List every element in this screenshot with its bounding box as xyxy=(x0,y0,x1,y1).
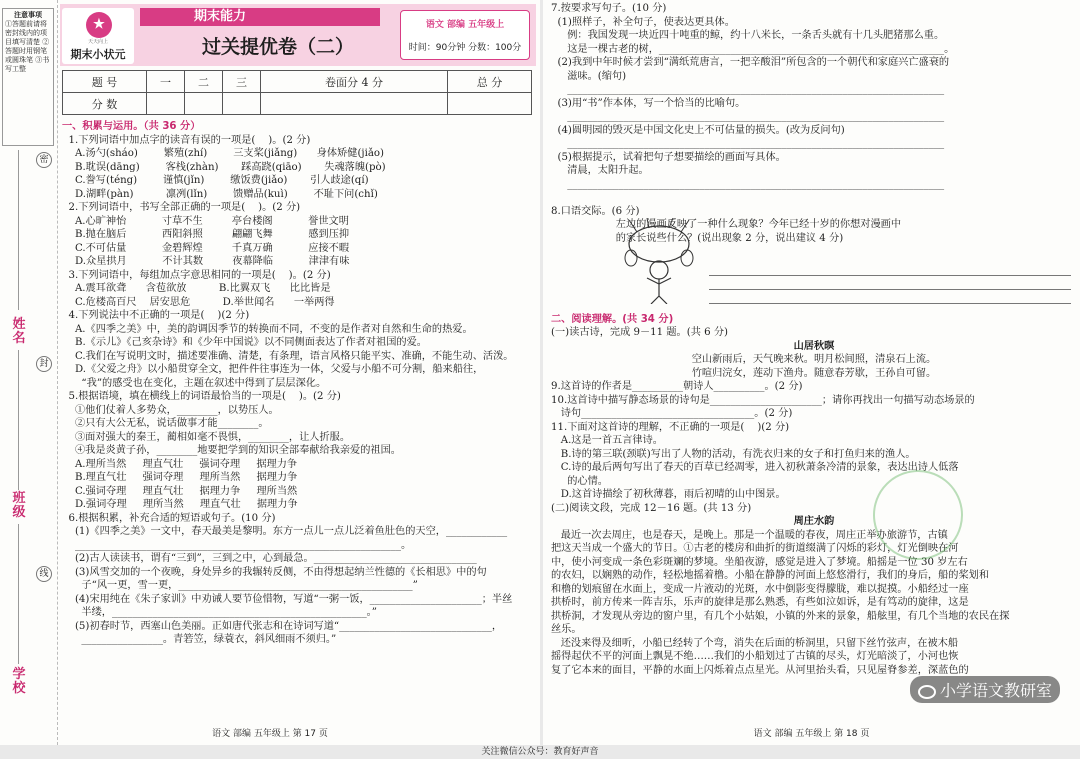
text-line: 的心情。 xyxy=(551,475,608,487)
bottom-caption: 关注微信公众号：教育好声音 xyxy=(481,747,599,757)
text-line: B.《示儿》《己亥杂诗》和《少年中国说》以不同侧面表达了作者对祖国的爱。 xyxy=(62,337,427,348)
text-line: ④我是炎黄子孙，________地要把学到的知识全部奉献给我亲爱的祖国。 xyxy=(62,445,401,456)
score-cell: 一 xyxy=(146,71,184,93)
cartoon-illustration xyxy=(619,218,697,304)
text-line: 和橹的划痕留在水面上，变成一片液动的光斑，水中倒影变得朦胧，难以捉摸。小船经过一座 xyxy=(551,583,969,595)
answer-line[interactable] xyxy=(709,290,1071,304)
exam-time-score: 时间：90分钟 分数：100分 xyxy=(408,43,522,53)
watermark-text: 小学语文教研室 xyxy=(939,681,1052,700)
text-line: ①他们仗着人多势众，________，以势压人。 xyxy=(62,404,279,416)
wechat-icon xyxy=(918,685,936,699)
text-line: (4)圆明园的毁灭是中国文化史上不可估量的损失。(改为反问句) xyxy=(551,124,845,136)
text-line: B.诗的第三联(颈联)写出了人物的活动，有洗衣归来的女子和打鱼归来的渔人。 xyxy=(551,448,916,460)
text-line: D.这首诗描绘了初秋薄暮，雨后初晴的山中图景。 xyxy=(551,489,786,500)
text-line: ________________________________________________________________。 xyxy=(62,539,412,551)
text-line: A.心旷神怡 寸草不生 亭台楼阁 誉世文明 xyxy=(62,215,349,227)
text-line: D.《父爱之舟》以小船贯穿全文，把件件往事连为一体，父爱与小船不可分割，船来船往， xyxy=(62,364,484,375)
gutter-line xyxy=(18,350,19,490)
text-line: 复了它本来的面目，平静的水面上闪烁着点点星光。从河里抬头看，只见屋脊参差，深蓝色的 xyxy=(551,664,969,676)
score-cell: 总 分 xyxy=(447,71,531,93)
exam-subject: 语文 部编 五年级上 xyxy=(425,20,505,30)
class-label: 班级 xyxy=(12,491,26,520)
logo-small-text: 天天向上 xyxy=(87,39,108,45)
school-label: 学校 xyxy=(12,667,26,696)
text-line: 6.根据积累，补充合适的短语或句子。(10 分) xyxy=(62,512,276,524)
logo-icon: ★ xyxy=(86,12,112,38)
text-line: ________________。青箬笠，绿蓑衣，斜风细雨不须归。” xyxy=(62,634,337,645)
score-input[interactable] xyxy=(146,93,184,115)
text-line: 清晨，太阳升起。 xyxy=(551,165,649,176)
notes-title: 注意事项 xyxy=(14,11,42,19)
text-line: A.震耳欲聋 含苞欲放 B.比翼双飞 比比皆是 xyxy=(62,283,331,294)
text-line: 10.这首诗中描写静态场景的诗句是______________________；请你再找出一句描写动态场景的 xyxy=(551,394,975,406)
text-line: 把这天当成一个盛大的节日。①古老的楼房和曲折的街道缀满了闪烁的彩灯，灯光倒映在河 xyxy=(551,543,959,554)
text-line: 竹喧归浣女，莲动下渔舟。随意春芳歇，王孙自可留。 xyxy=(691,367,937,379)
text-line: “我”的感受也在变化，主题在叙述中得到了层层深化。 xyxy=(62,377,327,389)
score-cell: 分 数 xyxy=(63,93,147,115)
oral-answer-lines[interactable] xyxy=(709,262,1071,304)
page-footer: 语文 部编 五年级上 第 17 页 xyxy=(212,729,328,739)
text-line: C.我们在写说明文时，描述要准确、清楚，有条理，语言风格只能平实、准确，不能生动、活泼。 xyxy=(62,350,514,362)
notes-box xyxy=(2,8,54,146)
text-line: 2.下列词语中，书写全部正确的一项是( )。(2 分) xyxy=(62,202,301,213)
text-line: 诗句__________________________________。(2 分) xyxy=(551,408,793,419)
text-line: 3.下列词语中，每组加点字意思相同的一项是( )。(2 分) xyxy=(62,269,331,281)
text-line: 拱桥洞，才发现从旁边的窗户里，有几个小姑娘，小镇的外来的景象，船舷里，有几个当地的农民在探 xyxy=(551,610,1010,622)
text-line: 一、积累与运用。（共 36 分） xyxy=(62,121,201,132)
text-line: (4)宋用纯在《朱子家训》中劝诫人要节俭惜物，写道“一粥一饭，______________________；半丝 xyxy=(62,593,513,605)
text-line: (5)根据提示，试着把句子想要描绘的画面写具体。 xyxy=(551,151,786,163)
text-line: B.理直气壮 强词夺理 理所当然 据理力争 xyxy=(62,472,298,483)
text-line: 例：我国发现一块近四十吨重的鲸，约十八米长，一条舌头就有十几头肥猪那么重。 xyxy=(551,30,945,41)
text-line: 4.下列说法中不正确的一项是( )(2 分) xyxy=(62,310,250,321)
score-cell: 题 号 xyxy=(63,71,147,93)
text-line: (二)阅读文段，完成 12－16 题。(共 13 分) xyxy=(551,502,752,514)
exam-header xyxy=(60,4,536,66)
answer-line[interactable] xyxy=(709,276,1071,290)
text-line: C.不可估量 金碧辉煌 千真万确 应接不暇 xyxy=(62,242,350,254)
score-input[interactable] xyxy=(223,93,261,115)
text-line: 的家长说些什么？(说出现象 2 分，说出建议 4 分) xyxy=(551,232,844,244)
text-line: 滋味。(缩句) xyxy=(551,70,627,82)
text-line: 11.下面对这首诗的理解，不正确的一项是( )(2 分) xyxy=(551,421,790,433)
text-line: (2)我到中年时候才尝到“满纸荒唐言，一把辛酸泪”所包含的一个朝代和家庭兴亡盛衰的 xyxy=(551,57,950,68)
text-line: 的农妇，以娴熟的动作，轻松地摇着橹。小船在静静的河面上悠悠滑行，我们的身后，船的桨划和 xyxy=(551,570,990,581)
text-line: 子“风一更，雪一更，______________________________________________” xyxy=(62,580,418,591)
text-line: 半缕，__________________________________________________。” xyxy=(62,607,377,618)
left-questions xyxy=(62,120,536,647)
score-cell: 二 xyxy=(184,71,222,93)
name-label: 姓名 xyxy=(12,317,26,346)
gutter-line xyxy=(18,524,19,664)
seal-feng: 封 xyxy=(36,356,52,372)
text-line: (1)照样子，补全句子，使表达更具体。 xyxy=(551,16,735,28)
text-line: D.湖畔(pàn) 凛冽(lǐn) 馈赠品(kuì) 不耻下问(chǐ) xyxy=(62,188,378,200)
text-line: A.理所当然 理直气壮 强词夺理 据理力争 xyxy=(62,458,298,470)
text-line: (2)古人读读书，谓有“三到”，三到之中，心到最急。________________________________ xyxy=(62,553,477,564)
answer-line[interactable] xyxy=(709,262,1071,276)
header-banner: 期末能力 xyxy=(140,8,380,26)
text-line: __________________________________________________________________________ xyxy=(551,111,945,122)
notes-text: ①答题前请将密封线内的项目填写清楚 ②答题时用钢笔或圆珠笔 ③书写工整 xyxy=(5,20,50,73)
score-value-row xyxy=(63,93,532,115)
text-line: 1.下列词语中加点字的读音有误的一项是( )。(2 分) xyxy=(62,134,311,146)
text-line: ③面对强大的秦王，蔺相如毫不畏惧，________，让人折服。 xyxy=(62,431,351,443)
text-line: 8.口语交际。(6 分) xyxy=(551,205,640,217)
score-input[interactable] xyxy=(447,93,531,115)
text-line: 这是一棵古老的树，________________________________________________________。 xyxy=(551,43,955,55)
seal-xian: 线 xyxy=(36,566,52,582)
text-line xyxy=(551,191,1077,205)
text-line: C.危楼高百尺 居安思危 D.举世闻名 一举两得 xyxy=(62,296,335,308)
text-line: D.强词夺理 理所当然 理直气壮 据理力争 xyxy=(62,499,298,510)
exam-info xyxy=(400,10,530,60)
text-line: (5)初春时节，西塞山色美丽。正如唐代张志和在诗词写道“______________________________， xyxy=(62,620,503,632)
text-line: A.汤勺(sháo) 繁殖(zhí) 三支桨(jiǎng) 身体矫健(jiǎo) xyxy=(62,148,385,159)
text-line: 二、阅读理解。(共 34 分) xyxy=(551,313,674,325)
wechat-watermark xyxy=(910,676,1060,703)
text-line: (1)《四季之美》一文中，春天最美是黎明。东方一点儿一点儿泛着鱼肚色的天空，____________ xyxy=(62,526,508,537)
text-line: (3)用“书”作本体，写一个恰当的比喻句。 xyxy=(551,97,746,109)
binding-gutter xyxy=(0,0,58,745)
right-page xyxy=(543,0,1080,745)
text-line: A.《四季之美》中，美的韵调因季节的转换而不同，不变的是作者对自然和生命的热爱。 xyxy=(62,323,473,335)
exam-title: 过关提优卷（二） xyxy=(202,36,355,58)
text-line: A.这是一首五言律诗。 xyxy=(551,435,663,446)
score-cell: 三 xyxy=(223,71,261,93)
score-input[interactable] xyxy=(261,93,448,115)
text-line: C.诗的最后两句写出了春天的百草已经凋零，进入初秋萧条冷清的景象，表达出诗人低落 xyxy=(551,462,959,473)
score-input[interactable] xyxy=(184,93,222,115)
text-line: B.耽误(dāng) 客栈(zhàn) 踩高跷(qiāo) 失魂落魄(pò) xyxy=(62,161,386,173)
text-line: 7.按要求写句子。(10 分) xyxy=(551,3,667,14)
text-line: (3)风雪交加的一个夜晚，身处异乡的我辗转反侧，不由得想起纳兰性德的《长相思》中的句 xyxy=(62,566,487,578)
text-line: ②只有大公无私，说话做事才能________。 xyxy=(62,418,269,429)
text-line: __________________________________________________________________________ xyxy=(551,138,945,149)
text-line: 左边的漫画反映了一种什么现象？今年已经十岁的你想对漫画中 xyxy=(551,219,902,230)
score-header-row xyxy=(63,71,532,93)
text-line: (一)读古诗，完成 9－11 题。(共 6 分) xyxy=(551,327,729,338)
left-page xyxy=(0,0,540,745)
text-line: 周庄水韵 xyxy=(793,516,835,527)
text-line: __________________________________________________________________________ xyxy=(551,178,945,190)
text-line: 最近一次去周庄，也是春天，是晚上。那是一个温暖的春夜，周庄正举办旅游节，古镇 xyxy=(551,529,948,541)
text-line: 5.根据语境，填在横线上的词语最恰当的一项是( )。(2 分) xyxy=(62,391,341,402)
text-line: D.众星拱月 不计其数 夜幕降临 津津有味 xyxy=(62,256,350,267)
score-table xyxy=(62,70,532,115)
page-footer: 语文 部编 五年级上 第 18 页 xyxy=(753,729,870,739)
text-line: __________________________________________________________________________ xyxy=(551,84,945,95)
seal-mi: 密 xyxy=(36,152,52,168)
logo-name: 期末小状元 xyxy=(70,48,126,61)
score-cell: 卷面分 4 分 xyxy=(261,71,448,93)
text-line: B.抛在脑后 西阳斜照 翩翩飞舞 感到压抑 xyxy=(62,229,350,240)
text-line: 丝乐。 xyxy=(551,624,582,635)
text-line: 摇得起伏不平的河面上飘晃不绝……我们的小船划过了古镇的尽头，灯光暗淡了，小河也恢 xyxy=(551,651,959,662)
text-line: 9.这首诗的作者是__________朝诗人__________。(2 分) xyxy=(551,381,803,392)
text-line: 山居秋暝 xyxy=(793,340,835,352)
text-line: 还没来得及细听，小船已经转了个弯，消失在后面的桥洞里，只留下丝竹弦声，在被木船 xyxy=(551,637,959,649)
logo xyxy=(62,8,134,64)
text-line: C.强词夺理 理直气壮 据理力争 理所当然 xyxy=(62,485,298,497)
text-line: C.誊写(téng) 谨慎(jǐn) 缴饭费(jiǎo) 引人歧途(qí) xyxy=(62,175,369,186)
text-line: 空山新雨后，天气晚来秋。明月松间照，清泉石上流。 xyxy=(691,354,937,365)
text-line: 拱桥时，前方传来一阵吉乐，乐声的旋律是那么熟悉，有些如泣如诉，是有笃动的旋律，这是 xyxy=(551,597,969,608)
text-line: 中，使小河变成一条色彩斑斓的梦境。坐船夜游，感觉是进入了梦境。船摇是一位 30 岁左右 xyxy=(551,556,968,568)
gutter-line xyxy=(18,150,19,310)
right-questions xyxy=(551,2,1077,677)
